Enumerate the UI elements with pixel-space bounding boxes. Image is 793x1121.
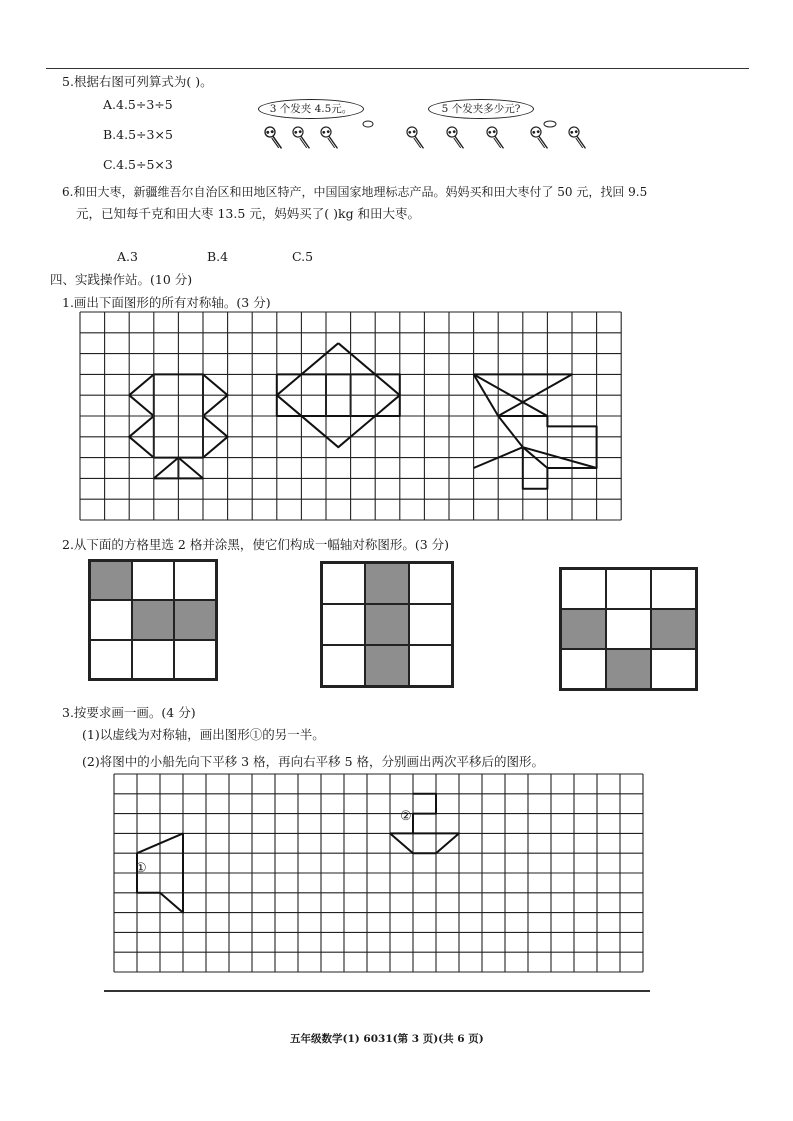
section4-q1: 1.画出下面图形的所有对称轴。(3 分)	[62, 295, 271, 310]
shape-c-bottom	[474, 447, 548, 489]
q2-cell[interactable]	[132, 600, 174, 639]
q5-stem: 5.根据右图可列算式为( )。	[62, 74, 213, 89]
section4-q2: 2.从下面的方格里选 2 格并涂黑，使它们构成一幅轴对称图形。(3 分)	[62, 537, 450, 552]
section4-title: 四、实践操作站。(10 分)	[50, 272, 193, 287]
q2-cell[interactable]	[365, 563, 408, 604]
hairclip-icons-right	[400, 122, 620, 162]
section4-q3: 3.按要求画一画。(4 分)	[62, 705, 196, 720]
page-footer: 五年级数学(1) 6031(第 3 页)(共 6 页)	[290, 1033, 484, 1045]
q2-cell[interactable]	[651, 649, 696, 689]
q5-option-c: C.4.5÷5×3	[103, 157, 173, 172]
q5-option-b: B.4.5÷3×5	[103, 127, 173, 142]
q2-cell[interactable]	[322, 645, 365, 686]
boat-hull	[390, 833, 459, 853]
section4-q3-sub1: (1)以虚线为对称轴，画出图形①的另一半。	[82, 727, 325, 742]
q2-cell[interactable]	[606, 649, 651, 689]
q2-cell[interactable]	[651, 609, 696, 649]
q2-cell[interactable]	[174, 600, 216, 639]
q2-grid-1[interactable]	[88, 559, 218, 681]
q6-option-b: B.4	[207, 249, 229, 264]
q2-cell[interactable]	[409, 563, 452, 604]
section4-q3-sub2: (2)将图中的小船先向下平移 3 格，再向右平移 5 格，分别画出两次平移后的图形。	[82, 754, 545, 769]
q6-option-c: C.5	[292, 249, 314, 264]
q5-option-a: A.4.5÷3÷5	[103, 97, 173, 112]
q2-cell[interactable]	[322, 563, 365, 604]
q2-cell[interactable]	[90, 600, 132, 639]
q2-cell[interactable]	[651, 569, 696, 609]
translation-grid	[114, 774, 654, 979]
bubble-right-text: 5 个发夹多少元?	[441, 103, 521, 115]
q2-cell[interactable]	[561, 609, 606, 649]
q2-cell[interactable]	[132, 561, 174, 600]
q6-line2: 元，已知每千克和田大枣 13.5 元，妈妈买了( )kg 和田大枣。	[76, 206, 421, 221]
figure-1-label: ①	[135, 861, 147, 876]
boat-flag	[413, 794, 436, 834]
q2-cell[interactable]	[561, 649, 606, 689]
hairclip-icons-left	[258, 122, 378, 162]
figure-2-label: ②	[400, 809, 412, 824]
q2-cell[interactable]	[174, 561, 216, 600]
symmetry-grid-1	[80, 312, 640, 527]
q2-cell[interactable]	[409, 604, 452, 645]
q2-cell[interactable]	[561, 569, 606, 609]
q2-cell[interactable]	[90, 561, 132, 600]
q2-cell[interactable]	[409, 645, 452, 686]
q2-cell[interactable]	[90, 640, 132, 679]
bubble-left-text: 3 个发夹 4.5元。	[269, 103, 353, 115]
q6-line1: 6.和田大枣，新疆维吾尔自治区和田地区特产，中国国家地理标志产品。妈妈买和田大枣付了 50 元，找回 9.5	[62, 185, 648, 199]
q2-cell[interactable]	[365, 604, 408, 645]
q2-cell[interactable]	[606, 569, 651, 609]
q2-cell[interactable]	[132, 640, 174, 679]
q2-grid-3[interactable]	[559, 567, 698, 691]
q2-cell[interactable]	[365, 645, 408, 686]
q2-cell[interactable]	[322, 604, 365, 645]
q2-grid-2[interactable]	[320, 561, 454, 688]
q2-cell[interactable]	[606, 609, 651, 649]
q2-cell[interactable]	[174, 640, 216, 679]
bubble-tails	[0, 0, 793, 140]
q6-option-a: A.3	[117, 249, 138, 264]
bottom-rule-thick	[104, 990, 650, 992]
